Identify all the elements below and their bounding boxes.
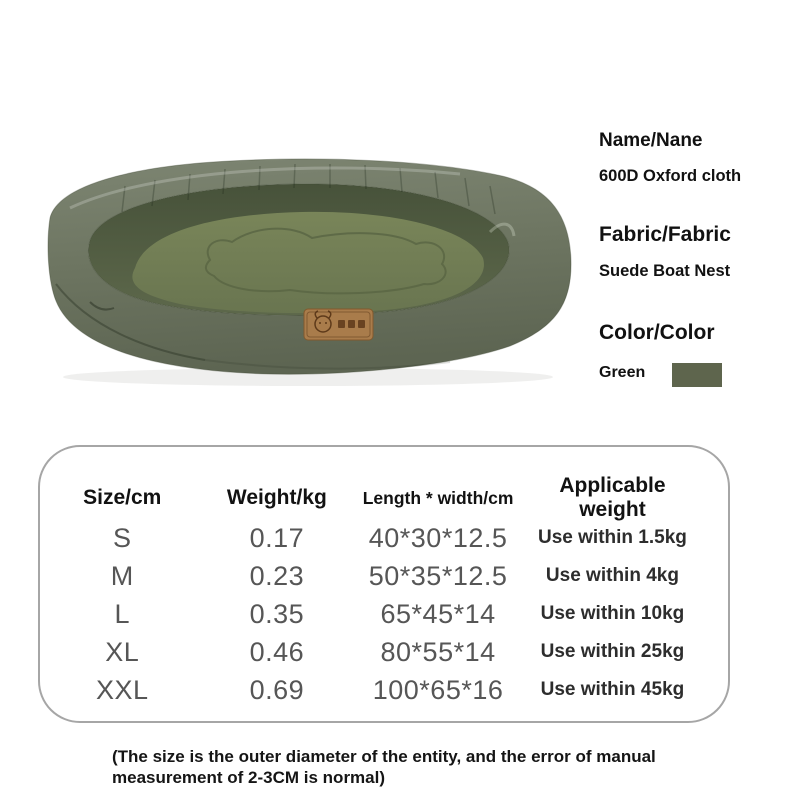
fabric-label: Fabric/Fabric — [599, 223, 731, 246]
cell-weight: 0.46 — [249, 636, 305, 667]
cell-dimensions: 50*35*12.5 — [368, 560, 508, 591]
measurement-footnote: (The size is the outer diameter of the entity, and the error of manual measurement of 2-3CM is normal) — [112, 747, 656, 787]
cell-size: XXL — [95, 674, 149, 705]
cell-applicable: Use within 4kg — [545, 565, 679, 586]
cell-applicable: Use within 25kg — [540, 641, 685, 662]
cell-size: S — [112, 522, 132, 553]
col-header-applicable: Applicable weight — [559, 474, 666, 521]
cell-applicable: Use within 1.5kg — [538, 527, 687, 548]
cell-weight: 0.23 — [249, 560, 305, 591]
cell-dimensions: 80*55*14 — [380, 636, 496, 667]
col-header-size: Size/cm — [83, 486, 162, 509]
cell-size: XL — [105, 636, 140, 667]
cell-weight: 0.69 — [249, 674, 305, 705]
label-characters — [338, 320, 365, 328]
cell-applicable: Use within 10kg — [540, 603, 685, 624]
size-table — [38, 445, 730, 723]
name-label: Name/Nane — [599, 130, 703, 151]
cell-weight: 0.17 — [249, 522, 305, 553]
cell-applicable: Use within 45kg — [540, 679, 685, 700]
brand-label-patch — [304, 309, 373, 340]
fabric-value: Suede Boat Nest — [599, 262, 731, 280]
color-value: Green — [599, 364, 646, 381]
cell-weight: 0.35 — [249, 598, 305, 629]
color-label: Color/Color — [599, 321, 715, 344]
cell-size: L — [114, 598, 131, 629]
cell-dimensions: 40*30*12.5 — [368, 522, 508, 553]
name-value: 600D Oxford cloth — [599, 167, 742, 185]
pet-bed-photo — [40, 156, 580, 388]
cell-dimensions: 100*65*16 — [372, 674, 504, 705]
col-header-dimensions: Length * width/cm — [362, 487, 514, 508]
cell-size: M — [110, 560, 134, 591]
pet-bed-illustration — [40, 156, 580, 388]
color-swatch — [672, 363, 722, 387]
col-header-weight: Weight/kg — [226, 486, 327, 509]
cell-dimensions: 65*45*14 — [380, 598, 496, 629]
